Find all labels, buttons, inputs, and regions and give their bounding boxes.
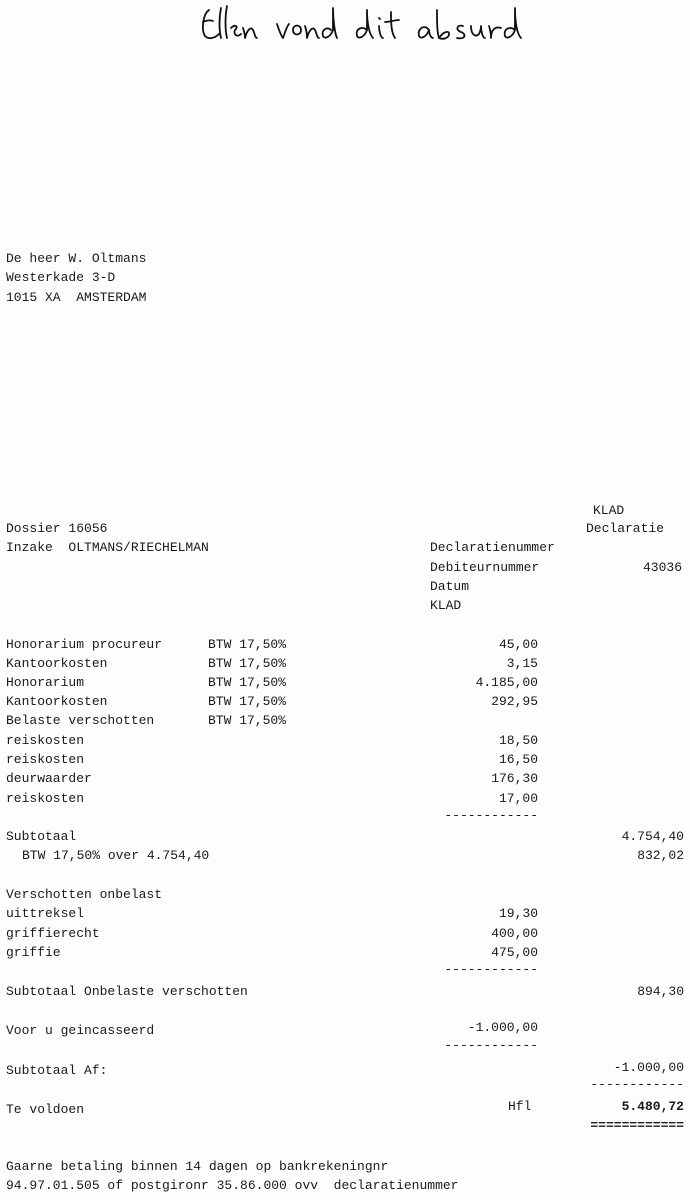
handwritten-note: [195, 0, 575, 55]
geincasseerd-label: Voor u geincasseerd: [6, 1023, 155, 1038]
line-desc: Honorarium: [6, 675, 85, 690]
currency-label: Hfl: [508, 1099, 532, 1114]
line-amount: 16,50: [498, 752, 538, 767]
datum-label: Datum: [430, 579, 470, 594]
dash-rule: ------------: [590, 1077, 684, 1092]
debiteurnummer-label: Debiteurnummer: [430, 560, 540, 575]
onbelast-subtotal-label: Subtotaal Onbelaste verschotten: [6, 984, 248, 999]
addressee-name: De heer W. Oltmans: [6, 251, 147, 266]
double-rule: ============: [590, 1118, 684, 1133]
line-desc: reiskosten: [6, 752, 85, 767]
line-btw: BTW 17,50%: [208, 637, 287, 652]
line-amount: 18,50: [498, 733, 538, 748]
declaratie-title: Declaratie: [586, 521, 665, 536]
onbelast-desc: uittreksel: [6, 906, 85, 921]
subtotaal-label: Subtotaal: [6, 829, 77, 844]
debiteurnummer-value: 43036: [642, 560, 682, 575]
line-desc: Kantoorkosten: [6, 656, 108, 671]
onbelast-desc: griffierecht: [6, 926, 100, 941]
onbelast-desc: griffie: [6, 945, 61, 960]
line-amount: 45,00: [498, 637, 538, 652]
line-btw: BTW 17,50%: [208, 656, 287, 671]
payment-instruction-line1: Gaarne betaling binnen 14 dagen op bankrekeningnr: [6, 1159, 389, 1174]
subtotaal-af-value: -1.000,00: [613, 1060, 684, 1075]
line-amount: 3,15: [506, 656, 538, 671]
line-amount: 4.185,00: [475, 675, 538, 690]
inzake: Inzake OLTMANS/RIECHELMAN: [6, 540, 209, 555]
onbelast-subtotal-value: 894,30: [637, 984, 684, 999]
dossier-number: Dossier 16056: [6, 521, 108, 536]
addressee-city: 1015 XA AMSTERDAM: [6, 290, 147, 305]
line-btw: BTW 17,50%: [208, 675, 287, 690]
line-desc: reiskosten: [6, 733, 85, 748]
line-btw: BTW 17,50%: [208, 713, 287, 728]
subtotaal-af-label: Subtotaal Af:: [6, 1063, 108, 1078]
dash-rule: ------------: [444, 808, 538, 823]
line-desc: Kantoorkosten: [6, 694, 108, 709]
onbelast-amount: 475,00: [491, 945, 538, 960]
declaratienummer-label: Declaratienummer: [430, 540, 555, 555]
payment-instruction-line2: 94.97.01.505 of postgironr 35.86.000 ovv declaratienummer: [6, 1178, 459, 1193]
subtotaal-value: 4.754,40: [621, 829, 684, 844]
line-desc: Belaste verschotten: [6, 713, 155, 728]
line-amount: 292,95: [491, 694, 538, 709]
klad-top: KLAD: [593, 503, 625, 518]
line-desc: deurwaarder: [6, 771, 92, 786]
line-desc: Honorarium procureur: [6, 637, 163, 652]
te-voldoen-label: Te voldoen: [6, 1102, 85, 1117]
line-amount: 176,30: [491, 771, 538, 786]
te-voldoen-value: 5.480,72: [621, 1099, 684, 1114]
onbelast-amount: 19,30: [498, 906, 538, 921]
klad-label: KLAD: [430, 598, 462, 613]
line-desc: reiskosten: [6, 791, 85, 806]
dash-rule: ------------: [444, 1038, 538, 1053]
onbelast-heading: Verschotten onbelast: [6, 887, 163, 902]
addressee-street: Westerkade 3-D: [6, 270, 116, 285]
line-btw: BTW 17,50%: [208, 694, 287, 709]
geincasseerd-amount: -1.000,00: [467, 1020, 538, 1035]
line-amount: 17,00: [498, 791, 538, 806]
onbelast-amount: 400,00: [491, 926, 538, 941]
dash-rule: ------------: [444, 962, 538, 977]
btw-over-label: BTW 17,50% over 4.754,40: [22, 848, 210, 863]
handwriting-scribble: [195, 0, 575, 55]
btw-over-value: 832,02: [637, 848, 684, 863]
